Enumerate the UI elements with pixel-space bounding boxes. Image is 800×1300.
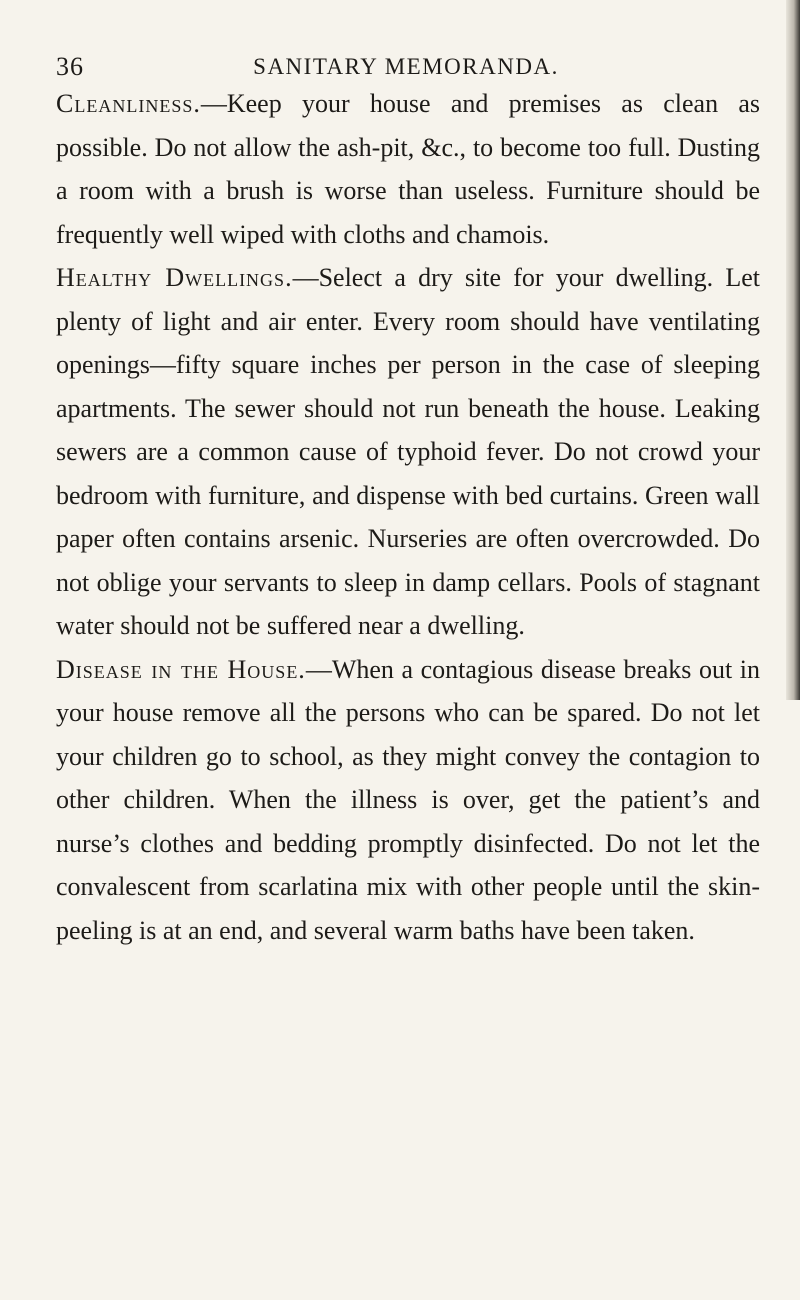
paragraph-text: —Keep your house and premises as clean as possible. Do not allow the ash-pit, &c., to become too full. Dusting a room with a brush is worse than useless. Furniture should be frequently well wiped with cloths and chamois.	[56, 89, 760, 249]
paragraph-cleanliness	[56, 82, 760, 256]
page-edge-shadow	[786, 0, 800, 700]
paragraph-text: —When a contagious disease breaks out in your house remove all the persons who can be spared. Do not let your children go to school, as they might convey the contagion to other children. When the illness is over, get the patient’s and nurse’s clothes and bedding promptly disinfected. Do not let the convalescent from scarlatina mix with other people until the skin-peeling is at an end, and several warm baths have been taken.	[56, 654, 760, 945]
page-number: 36	[56, 52, 84, 81]
page-body	[56, 82, 760, 952]
section-heading: Healthy Dwellings.	[56, 263, 293, 292]
paragraph-disease-in-house	[56, 648, 760, 953]
paragraph-healthy-dwellings	[56, 256, 760, 648]
running-title: SANITARY MEMORANDA.	[253, 54, 559, 79]
section-heading: Cleanliness.	[56, 89, 201, 118]
paragraph-text: —Select a dry site for your dwelling. Let plenty of light and air enter. Every room should have ventilating openings—fifty square inches per person in the case of sleeping apartments. The sewer should not run beneath the house. Leaking sewers are a common cause of typhoid fever. Do not crowd your bedroom with furniture, and dispense with bed curtains. Green wall paper often contains arsenic. Nurseries are often overcrowded. Do not oblige your servants to sleep in damp cellars. Pools of stagnant water should not be suffered near a dwelling.	[56, 263, 760, 640]
section-heading: Disease in the House.	[56, 654, 306, 684]
